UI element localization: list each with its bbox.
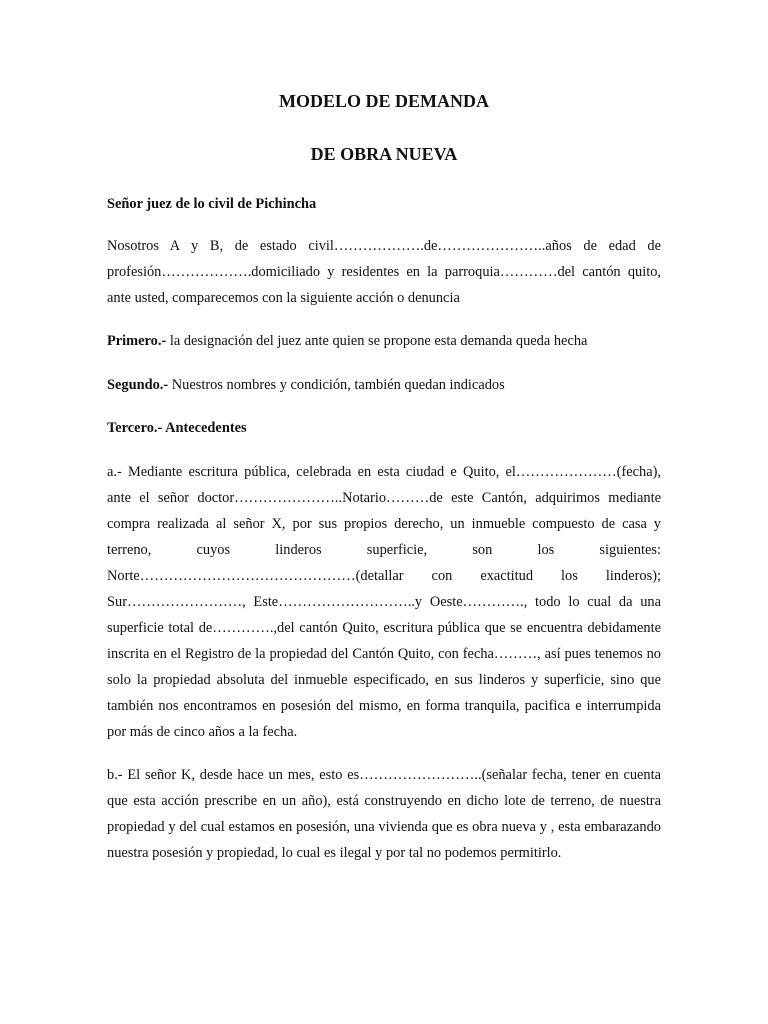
- primero-label: Primero.-: [107, 333, 167, 349]
- primero-text: la designación del juez ante quien se propone esta demanda queda hecha: [166, 333, 588, 349]
- segundo-label: Segundo.-: [107, 377, 169, 393]
- addressee-line: Señor juez de lo civil de Pichincha: [107, 196, 317, 212]
- antecedente-a-paragraph: a.- Mediante escritura pública, celebrada en esta ciudad e Quito, el…………………(fecha), ante el señor doctor…………………..Notario………de este Cantón, adquirimos mediante compra realizada al señor X, por sus propios derecho, un inmueble compuesto de casa y terreno, cuyos linderos superficie, son los siguientes: Norte………………………………………(detallar con exactitud los linderos); Sur……………………, Este………………………..y Oeste…………., todo lo cual da una superficie total de………….,del cantón Quito, escritura pública que se encuentra debidamente inscrita en el Registro de la propiedad del Cantón Quito, con fecha………, así pues tenemos no solo la propiedad absoluta del inmueble especificado, en sus linderos y superficie, sino que también nos encontramos en posesión del mismo, en forma tranquila, pacifica e interrumpida por más de cinco años a la fecha.: [107, 464, 661, 740]
- primero-paragraph: [107, 328, 661, 354]
- intro-paragraph: Nosotros A y B, de estado civil……………….de…………………..años de edad de profesión……………….domiciliado y residentes en la parroquia…………del cantón quito, ante usted, comparecemos con la siguiente acción o denuncia: [107, 238, 661, 306]
- antecedente-b-paragraph: b.- El señor K, desde hace un mes, esto es……………………..(señalar fecha, tener en cuenta que esta acción prescribe en un año), está construyendo en dicho lote de terreno, de nuestra propiedad y del cual estamos en posesión, una vivienda que es obra nueva y , esta embarazando nuestra posesión y propiedad, lo cual es ilegal y por tal no podemos permitirlo.: [107, 767, 661, 861]
- document-title: MODELO DE DEMANDA: [279, 91, 489, 111]
- segundo-paragraph: [107, 372, 661, 398]
- segundo-text: Nuestros nombres y condición, también quedan indicados: [168, 377, 505, 393]
- tercero-heading: Tercero.- Antecedentes: [107, 420, 247, 436]
- document-subtitle: DE OBRA NUEVA: [310, 144, 458, 164]
